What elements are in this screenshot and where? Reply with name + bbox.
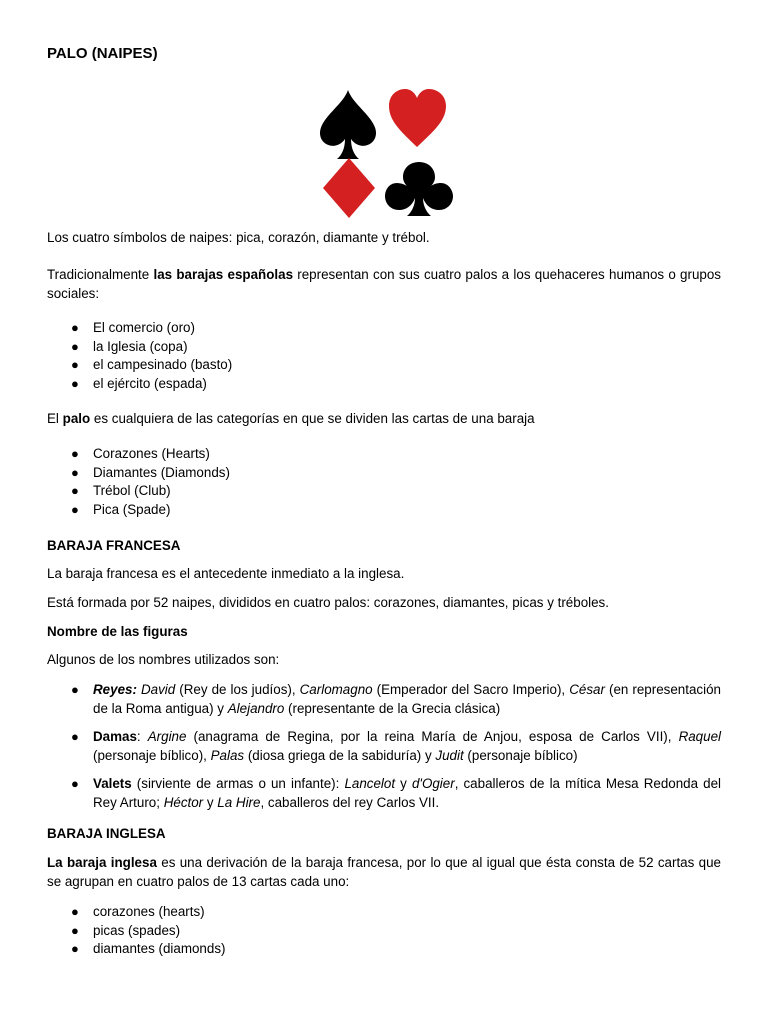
bullet-icon: ● — [71, 682, 79, 697]
bullet-icon: ● — [71, 483, 79, 498]
figures-list — [47, 681, 721, 822]
figures-intro: Algunos de los nombres utilizados son: — [47, 652, 280, 667]
club-icon — [385, 162, 453, 216]
figures-heading: Nombre de las figuras — [47, 624, 188, 639]
list-item: ● el ejército (espada) — [47, 375, 721, 394]
bullet-icon: ● — [71, 941, 79, 956]
english-suits-list — [47, 903, 721, 959]
list-item: ● picas (spades) — [47, 922, 721, 941]
bullet-icon: ● — [71, 776, 79, 791]
figure-caption: Los cuatro símbolos de naipes: pica, corazón, diamante y trébol. — [47, 230, 430, 245]
bullet-icon: ● — [71, 320, 79, 335]
spanish-suits-list — [47, 319, 721, 393]
bullet-icon: ● — [71, 501, 79, 517]
bullet-icon: ● — [71, 464, 79, 480]
list-item: ● Trébol (Club) — [47, 482, 721, 501]
list-item: ● El comercio (oro) — [47, 319, 721, 338]
list-item-reyes: ● Reyes: David (Rey de los judíos), Carlomagno (Emperador del Sacro Imperio), César (en representación de la Roma antigua) y Alejandro (representante de la Grecia clásica) — [71, 682, 721, 716]
spanish-deck-paragraph: Tradicionalmente las barajas españolas representan con sus cuatro palos a los quehaceres humanos o grupos sociales: — [47, 267, 721, 301]
bullet-icon: ● — [71, 357, 79, 372]
french-deck-heading: BARAJA FRANCESA — [47, 538, 181, 553]
list-item-damas: ● Damas: Argine (anagrama de Regina, por la reina María de Anjou, esposa de Carlos VII), Raquel (personaje bíblico), Palas (diosa griega de la sabiduría) y Judit (personaje bíblico) — [71, 729, 721, 763]
french-deck-composition: Está formada por 52 naipes, divididos en cuatro palos: corazones, diamantes, picas y tréboles. — [47, 595, 609, 610]
bullet-icon: ● — [71, 904, 79, 919]
list-item: ● la Iglesia (copa) — [47, 338, 721, 357]
bullet-icon: ● — [71, 375, 79, 391]
palo-term: palo — [62, 411, 91, 426]
list-item-valets: ● Valets (sirviente de armas o un infante): Lancelot y d'Ogier, caballeros de la mítica Mesa Redonda del Rey Arturo; Héctor y La Hire, caballeros del rey Carlos VII. — [71, 776, 722, 810]
spade-icon — [320, 90, 376, 159]
palo-list — [47, 445, 721, 519]
list-item: ● Pica (Spade) — [47, 501, 721, 520]
english-deck-paragraph: La baraja inglesa es una derivación de la baraja francesa, por lo que al igual que ésta consta de 52 cartas que se agrupan en cuatro palos de 13 cartas cada uno: — [47, 855, 721, 889]
list-item: ● Corazones (Hearts) — [47, 445, 721, 464]
list-item: ● corazones (hearts) — [47, 903, 721, 922]
spanish-deck-term: las barajas españolas — [153, 267, 294, 282]
english-deck-heading: BARAJA INGLESA — [47, 826, 166, 841]
list-item: ● Diamantes (Diamonds) — [47, 464, 721, 483]
list-item: ● diamantes (diamonds) — [47, 940, 721, 959]
english-deck-term: La baraja inglesa — [47, 855, 157, 870]
page-title: PALO (NAIPES) — [47, 45, 158, 62]
palo-definition: El palo es cualquiera de las categorías en que se dividen las cartas de una baraja — [47, 411, 535, 426]
suit-symbols-figure — [315, 85, 460, 220]
list-item: ● el campesinado (basto) — [47, 356, 721, 375]
french-deck-paragraph: La baraja francesa es el antecedente inmediato a la inglesa. — [47, 566, 405, 581]
bullet-icon: ● — [71, 922, 79, 938]
bullet-icon: ● — [71, 446, 79, 461]
diamond-icon — [323, 158, 375, 218]
bullet-icon: ● — [71, 338, 79, 354]
heart-icon — [389, 89, 446, 147]
bullet-icon: ● — [71, 729, 79, 744]
